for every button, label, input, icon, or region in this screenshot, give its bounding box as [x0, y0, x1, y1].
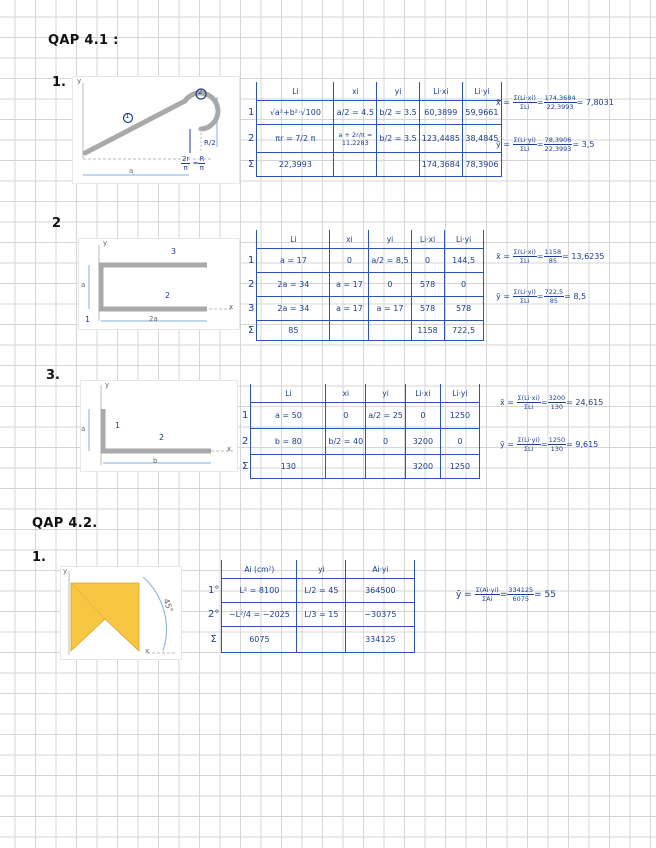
table-problem-2: [246, 230, 484, 341]
cell: 0: [411, 249, 444, 273]
cell: a/2 = 25: [366, 403, 406, 429]
axis-y-label: y: [77, 77, 82, 85]
figure-problem-1: [72, 76, 240, 184]
eq-denominator: ΣAi: [482, 595, 493, 603]
l-shape-diagram: [81, 381, 237, 471]
eq-denominator: 6075: [512, 595, 529, 603]
cell: 578: [411, 273, 444, 297]
cell: a = 17: [257, 249, 330, 273]
col-header: Li·yi: [444, 230, 483, 249]
col-header: Ai (cm²): [222, 560, 297, 579]
eq-numerator: 1250: [548, 436, 566, 444]
cell: a/2 = 8,5: [369, 249, 411, 273]
axis-x-label: x: [229, 303, 234, 311]
row-label: Σ: [246, 153, 257, 177]
table-problem-1: [246, 82, 502, 177]
square-with-notch-diagram: [61, 567, 181, 659]
centroid-y-equation: ȳ = $\frac{\Sigma(Ai\cdot yi)}{\text{ΣAi}}$ = $\frac{334125}{6075}$ = 55: [456, 586, 556, 603]
segment-1-label: 1: [125, 112, 130, 120]
col-header: yi: [297, 560, 346, 579]
eq-numerator: 1158: [544, 248, 562, 256]
col-header: Li: [257, 82, 334, 101]
figure-problem-4: [60, 566, 182, 660]
cell: 0: [405, 403, 440, 429]
table-row: [206, 579, 415, 603]
cell: 0: [440, 429, 479, 455]
eq-denominator: ΣLi: [523, 445, 534, 453]
cell: 59,9661: [462, 101, 501, 125]
col-header: Li·xi: [405, 384, 440, 403]
cell: a = 17: [369, 297, 411, 321]
axis-y-label: y: [105, 381, 110, 389]
row-label: Σ: [240, 455, 251, 479]
segment-2-label: 2: [159, 433, 165, 442]
cell: 123,4485: [419, 125, 462, 153]
half-radius-label: R/2: [204, 139, 216, 147]
eq-numerator: 334125: [508, 586, 534, 594]
cell: −30375: [346, 603, 415, 627]
table-row: [240, 429, 479, 455]
col-header: Li·xi: [411, 230, 444, 249]
cell: 2a = 34: [257, 297, 330, 321]
centroid-y-equation: ȳ = $\frac{\Sigma(Li\cdot yi)}{\text{ΣLi}}$ = $\frac{1250}{130}$ = 9,615: [500, 436, 599, 453]
base-dimension-label: b: [153, 457, 158, 465]
cell: −L²/4 = −2025: [222, 603, 297, 627]
col-header: Li·xi: [419, 82, 462, 101]
table-row: [246, 101, 501, 125]
eq-lhs: ȳ =: [496, 292, 510, 301]
side-dimension-label: a: [81, 281, 86, 289]
eq-numerator: 3200: [548, 394, 566, 402]
cell: 1250: [440, 403, 479, 429]
col-header: Li: [251, 384, 326, 403]
cell: b/2 = 40: [326, 429, 366, 455]
cell: 85: [257, 321, 330, 341]
eq-result: = 55: [534, 590, 556, 600]
cell: 2a = 34: [257, 273, 330, 297]
eq-denominator: 130: [550, 403, 564, 411]
cell: 3200: [405, 429, 440, 455]
eq-numerator: Σ(Li·yi): [513, 288, 536, 296]
eq-lhs: ȳ =: [456, 590, 472, 600]
col-header: yi: [366, 384, 406, 403]
eq-result: = 3,5: [572, 140, 595, 149]
cell: b = 80: [251, 429, 326, 455]
cell: [330, 321, 369, 341]
cell: [326, 455, 366, 479]
cell: 144,5: [444, 249, 483, 273]
eq-result: = 13,6235: [562, 252, 605, 261]
centroid-y-equation: ȳ = $\frac{\Sigma(Li\cdot yi)}{\text{ΣLi}}$ = $\frac{78,3906}{22,3993}$ = 3,5: [496, 136, 595, 153]
row-label: 3: [246, 297, 257, 321]
row-label: 1: [246, 101, 257, 125]
angle-label: 45°: [161, 597, 175, 614]
cell: 6075: [222, 627, 297, 653]
offset-frac-denominator-2: π: [199, 164, 204, 172]
table-row: [206, 627, 415, 653]
eq-denominator: ΣLi: [523, 403, 534, 411]
eq-denominator: ΣLi: [519, 145, 530, 153]
cell: 78,3906: [462, 153, 501, 177]
eq-result: = 8,5: [564, 292, 587, 301]
row-label: Σ: [206, 627, 222, 653]
side-dimension-label: a: [81, 425, 86, 433]
table-row: [246, 125, 501, 153]
cell: [297, 627, 346, 653]
cell: 0: [330, 249, 369, 273]
table-row: [246, 297, 483, 321]
u-channel-diagram: [79, 239, 239, 329]
centroid-offset-annotation: $\frac{2r}{\pi}$ = $\frac{R}{\pi}$: [182, 155, 205, 172]
offset-frac-numerator: 2r: [182, 155, 190, 163]
cell: 0: [366, 429, 406, 455]
section-title-4-1: QAP 4.1 :: [48, 33, 119, 48]
col-header: xi: [334, 82, 377, 101]
row-label: 2: [240, 429, 251, 455]
cell: a = 17: [330, 273, 369, 297]
eq-numerator: Σ(Li·yi): [517, 436, 540, 444]
problem-number: 3.: [46, 368, 60, 383]
segment-2-label: 2: [198, 88, 203, 96]
cell: 38,4845: [462, 125, 501, 153]
table-row: [240, 403, 479, 429]
axis-x-label: x: [227, 445, 232, 453]
problem-number: 1.: [52, 75, 66, 90]
row-label: 2°: [206, 603, 222, 627]
cell: [369, 321, 411, 341]
cell: 1250: [440, 455, 479, 479]
table-problem-3: [240, 384, 480, 479]
eq-numerator: Σ(Li·xi): [513, 248, 536, 256]
cell: 60,3899: [419, 101, 462, 125]
cell: 0: [369, 273, 411, 297]
eq-denominator: ΣLi: [519, 103, 530, 111]
eq-lhs: x̄ =: [500, 398, 514, 407]
cell: 130: [251, 455, 326, 479]
base-dimension-label: a: [129, 167, 134, 175]
eq-numerator: 174,3684: [544, 94, 576, 102]
segment-1-label: 1: [85, 315, 91, 324]
table-row: [240, 455, 479, 479]
eq-numerator: Σ(Li·xi): [517, 394, 540, 402]
cell: 174,3684: [419, 153, 462, 177]
cell: a + 2r/π = 11,2283: [334, 125, 377, 153]
cell: a = 17: [330, 297, 369, 321]
eq-result: = 24,615: [566, 398, 604, 407]
eq-lhs: ȳ =: [496, 140, 510, 149]
segment-3-label: 3: [171, 247, 177, 256]
cell: √a²+b²·√100: [257, 101, 334, 125]
axis-y-label: y: [63, 567, 68, 575]
cell: b/2 = 3.5: [377, 101, 419, 125]
cell: πr = 7/2 π: [257, 125, 334, 153]
centroid-x-equation: x̄ = $\frac{\Sigma(Li\cdot xi)}{\text{ΣLi}}$ = $\frac{174,3684}{22,3993}$ = 7,8031: [496, 94, 614, 111]
base-dimension-label: 2a: [149, 315, 158, 323]
eq-denominator: 22,3993: [544, 145, 572, 153]
table-row: [246, 153, 501, 177]
cell: 1158: [411, 321, 444, 341]
figure-problem-2: [78, 238, 240, 330]
eq-denominator: 85: [549, 297, 558, 305]
eq-denominator: 85: [548, 257, 557, 265]
eq-numerator: Σ(Li·xi): [513, 94, 536, 102]
col-header: yi: [369, 230, 411, 249]
cell: 334125: [346, 627, 415, 653]
eq-numerator: 78,3906: [544, 136, 572, 144]
col-header: Ai·yi: [346, 560, 415, 579]
eq-denominator: 22,3993: [546, 103, 574, 111]
col-header: xi: [330, 230, 369, 249]
cell: a/2 = 4.5: [334, 101, 377, 125]
eq-denominator: ΣLi: [519, 257, 530, 265]
table-row: [246, 249, 483, 273]
cell: a = 50: [251, 403, 326, 429]
row-label: 1: [240, 403, 251, 429]
eq-result: = 7,8031: [576, 98, 614, 107]
figure-problem-3: [80, 380, 238, 472]
table-row: [246, 321, 483, 341]
cell: 722,5: [444, 321, 483, 341]
row-label: 2: [246, 273, 257, 297]
segment-2-label: 2: [165, 291, 171, 300]
cell: 3200: [405, 455, 440, 479]
cell: 22,3993: [257, 153, 334, 177]
table-row: [246, 273, 483, 297]
axis-y-label: y: [103, 239, 108, 247]
cell: [377, 153, 419, 177]
cell: [334, 153, 377, 177]
problem-number: 1.: [32, 550, 46, 565]
offset-frac-denominator: π: [183, 164, 188, 172]
centroid-y-equation: ȳ = $\frac{\Sigma(Li\cdot yi)}{\text{ΣLi}}$ = $\frac{722,5}{85}$ = 8,5: [496, 288, 587, 305]
cell: b/2 = 3.5: [377, 125, 419, 153]
axis-x-label: x: [145, 647, 150, 655]
offset-frac-numerator-2: R: [199, 155, 205, 163]
cell: L/2 = 45: [297, 579, 346, 603]
eq-denominator: 130: [550, 445, 564, 453]
bent-rod-diagram: [73, 77, 239, 183]
eq-numerator: Σ(Ai·yi): [475, 586, 499, 594]
problem-number: 2: [52, 216, 62, 231]
row-label: 1: [246, 249, 257, 273]
eq-lhs: x̄ =: [496, 252, 510, 261]
eq-result: = 9,615: [566, 440, 599, 449]
col-header: yi: [377, 82, 419, 101]
row-label: Σ: [246, 321, 257, 341]
centroid-x-equation: x̄ = $\frac{\Sigma(Li\cdot xi)}{\text{ΣLi}}$ = $\frac{1158}{85}$ = 13,6235: [496, 248, 605, 265]
table-problem-4: [206, 560, 415, 653]
section-title-4-2: QAP 4.2.: [32, 516, 98, 531]
cell: 578: [411, 297, 444, 321]
cell: L² = 8100: [222, 579, 297, 603]
col-header: Li·yi: [440, 384, 479, 403]
col-header: xi: [326, 384, 366, 403]
cell: L/3 = 15: [297, 603, 346, 627]
row-label: 1°: [206, 579, 222, 603]
centroid-x-equation: x̄ = $\frac{\Sigma(Li\cdot xi)}{\text{ΣLi}}$ = $\frac{3200}{130}$ = 24,615: [500, 394, 604, 411]
table-row: [206, 603, 415, 627]
cell: 0: [444, 273, 483, 297]
eq-lhs: ȳ =: [500, 440, 514, 449]
eq-lhs: x̄ =: [496, 98, 510, 107]
cell: 0: [326, 403, 366, 429]
cell: 578: [444, 297, 483, 321]
cell: [366, 455, 406, 479]
segment-1-label: 1: [115, 421, 121, 430]
col-header: Li·yi: [462, 82, 501, 101]
col-header: Li: [257, 230, 330, 249]
eq-denominator: ΣLi: [519, 297, 530, 305]
eq-numerator: Σ(Li·yi): [513, 136, 536, 144]
row-label: 2: [246, 125, 257, 153]
cell: 364500: [346, 579, 415, 603]
eq-numerator: 722,5: [544, 288, 564, 296]
